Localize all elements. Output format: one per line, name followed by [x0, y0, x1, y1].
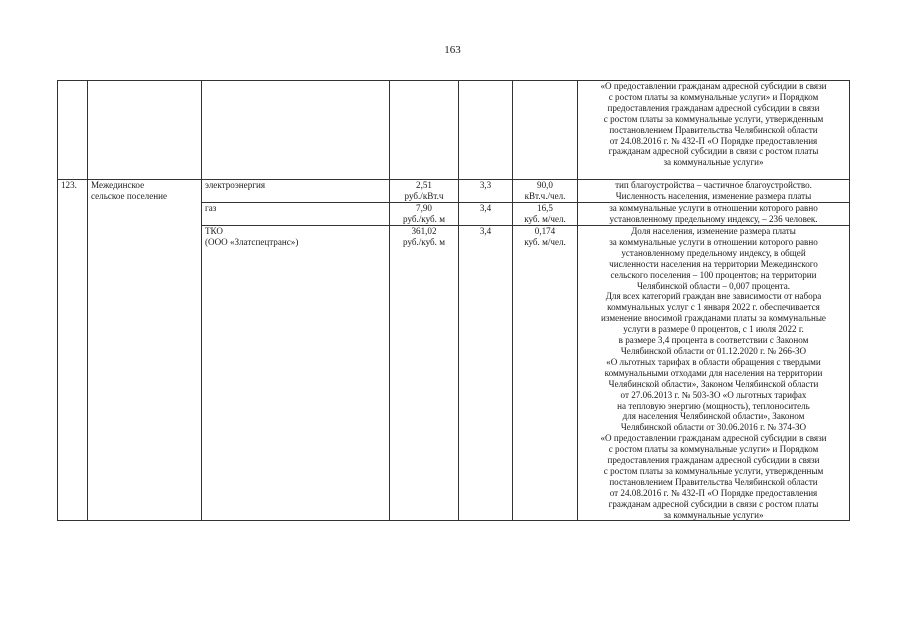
- cell-tariff-empty: [390, 81, 459, 180]
- cell-norm: 0,174 куб. м/чел.: [513, 226, 578, 521]
- cell-tariff: 2,51 руб./кВт.ч: [390, 180, 459, 203]
- cell-norm: 16,5 куб. м/чел.: [513, 203, 578, 226]
- cell-tariff: 7,90 руб./куб. м: [390, 203, 459, 226]
- cell-row-number: 123.: [58, 180, 88, 521]
- cell-service-name: газ: [202, 203, 390, 226]
- cell-index-empty: [459, 81, 513, 180]
- cell-description-part3: Доля населения, изменение размера платы за коммунальные услуги в отношении которого равно установленному предельному индексу, в общей численности населения на территории Межединского сельского поселения – 100 процентов; на территории Челябинской области – 0,007 процента. Для всех категорий граждан вне зависимости от набора коммунальных услуг с 1 января 2022 г. обеспечивается изменение вносимой гражданами платы за коммунальные услуги в размере 0 процентов, с 1 июля 2022 г. в размере 3,4 процента в соответствии с Законом Челябинской области от 01.12.2020 г. № 266-ЗО «О льготных тарифах в области обращения с твердыми коммунальными отходами для населения на территории Челябинской области», Законом Челябинской области от 27.06.2013 г. № 503-ЗО «О льготных тарифах на тепловую энергию (мощность), теплоноситель для населения Челябинской области», Законом Челябинской области от 30.06.2016 г. № 374-ЗО «О предоставлении гражданам адресной субсидии в связи с ростом платы за коммунальные услуги» и Порядком предоставления гражданам адресной субсидии в связи с ростом платы за коммунальные услуги, утвержденным постановлением Правительства Челябинской области от 24.08.2016 г. № 432-П «О Порядке предоставления гражданам адресной субсидии в связи с ростом платы за коммунальные услуги»: [578, 226, 850, 521]
- cell-description-part2: за коммунальные услуги в отношении которого равно установленному предельному индексу, – 236 человек.: [578, 203, 850, 226]
- cell-service-empty: [202, 81, 390, 180]
- cell-service-name: электроэнергия: [202, 180, 390, 203]
- cell-settlement: Межединское сельское поселение: [88, 180, 202, 521]
- cell-service-name: ТКО (ООО «Златспецтранс»): [202, 226, 390, 521]
- table-row-service-1: [58, 180, 850, 203]
- page-number: 163: [444, 44, 461, 56]
- tariff-table: [57, 80, 850, 521]
- cell-norm: 90,0 кВт.ч./чел.: [513, 180, 578, 203]
- cell-tariff: 361,02 руб./куб. м: [390, 226, 459, 521]
- cell-settlement-empty: [88, 81, 202, 180]
- cell-description-continuation: «О предоставлении гражданам адресной субсидии в связи с ростом платы за коммунальные услуги» и Порядком предоставления гражданам адресной субсидии в связи с ростом платы за коммунальные услуги, утвержденным постановлением Правительства Челябинской области от 24.08.2016 г. № 432-П «О Порядке предоставления гражданам адресной субсидии в связи с ростом платы за коммунальные услуги»: [578, 81, 850, 180]
- cell-index: 3,3: [459, 180, 513, 203]
- cell-description-part1: тип благоустройства – частичное благоустройство. Численность населения, изменение размера платы: [578, 180, 850, 203]
- cell-index: 3,4: [459, 203, 513, 226]
- cell-number-empty: [58, 81, 88, 180]
- cell-index: 3,4: [459, 226, 513, 521]
- cell-norm-empty: [513, 81, 578, 180]
- table-row-continuation: [58, 81, 850, 180]
